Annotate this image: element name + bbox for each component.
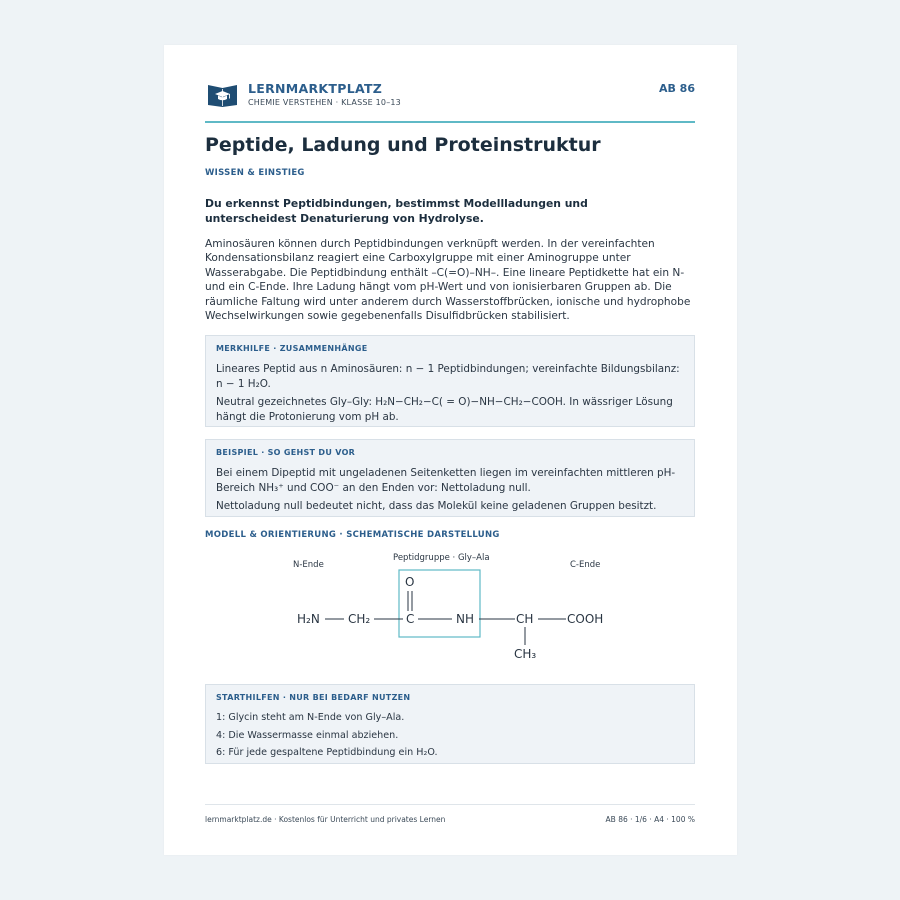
atom-ch3: CH₃ <box>514 647 537 661</box>
atom-cooh: COOH <box>567 612 604 626</box>
atom-o: O <box>405 575 415 589</box>
merkhilfe-box <box>205 335 695 427</box>
atom-h2n: H₂N <box>297 612 320 626</box>
peptide-structure-diagram <box>245 543 695 673</box>
c-end-label: C-Ende <box>570 560 601 570</box>
section-label: WISSEN & EINSTIEG <box>205 168 305 178</box>
starthilfen-title: STARTHILFEN · NUR BEI BEDARF NUTZEN <box>216 693 411 702</box>
beispiel-box <box>205 439 695 517</box>
beispiel-line: Nettoladung null bedeutet nicht, dass das Molekül keine geladenen Gruppen besitzt. <box>216 500 657 513</box>
atom-c: C <box>406 612 415 626</box>
starthilfe-line: 1: Glycin steht am N-Ende von Gly–Ala. <box>216 712 405 723</box>
atom-ch2: CH₂ <box>348 612 371 626</box>
starthilfe-line: 4: Die Wassermasse einmal abziehen. <box>216 729 399 741</box>
header <box>205 81 695 123</box>
merkhilfe-line: Neutral gezeichnetes Gly–Gly: H₂N−CH₂−C( = O)−NH−CH₂−COOH. In wässriger Lösung hängt die Protonierung vom pH ab. <box>216 396 673 423</box>
header-divider <box>205 121 695 123</box>
atom-ch: CH <box>516 612 534 626</box>
starthilfen-box <box>205 684 695 764</box>
beispiel-title: BEISPIEL · SO GEHST DU VOR <box>216 448 356 457</box>
merkhilfe-line: Lineares Peptid aus n Aminosäuren: n − 1 Peptidbindungen; vereinfachte Bildungsbilanz: n − 1 H₂O. <box>216 363 680 390</box>
peptide-group-label: Peptidgruppe · Gly–Ala <box>393 553 490 563</box>
brand-subtitle: CHEMIE VERSTEHEN · KLASSE 10–13 <box>248 98 401 107</box>
sheet-id: AB 86 <box>658 82 695 95</box>
book-graduation-cap-icon <box>207 82 238 107</box>
brand-name: LERNMARKTPLATZ <box>248 81 383 96</box>
footer-page-info: AB 86 · 1/6 · A4 · 100 % <box>605 815 695 824</box>
starthilfe-line: 6: Für jede gespaltene Peptidbindung ein H₂O. <box>216 747 438 758</box>
model-label: MODELL & ORIENTIERUNG · SCHEMATISCHE DARSTELLUNG <box>205 530 500 540</box>
beispiel-line: Bei einem Dipeptid mit ungeladenen Seitenketten liegen im vereinfachten mittleren pH-Bereich NH₃⁺ und COO⁻ an den Enden vor: Nettoladung null. <box>216 467 676 494</box>
footer-source: lernmarktplatz.de · Kostenlos für Unterricht und privates Lernen <box>205 815 446 824</box>
intro-paragraph: Aminosäuren können durch Peptidbindungen verknüpft werden. In der vereinfachten Kondensationsbilanz reagiert eine Carboxylgruppe mit einer Aminogruppe unter Wasserabgabe. Die Peptidbindung enthält –C(=O)–NH–. Eine lineare Peptidkette hat ein N- und ein C-Ende. Ihre Ladung hängt vom pH-Wert und von ionisierbaren Gruppen ab. Die räumliche Faltung wird unter anderem durch Wasserstoffbrücken, ionische und hydrophobe Wechselwirkungen sowie gegebenenfalls Disulfidbrücken stabilisiert. <box>205 238 691 323</box>
learning-goal: Du erkennst Peptidbindungen, bestimmst Modellladungen und unterscheidest Denaturierung von Hydrolyse. <box>205 197 588 225</box>
footer-divider <box>205 804 695 805</box>
merkhilfe-title: MERKHILFE · ZUSAMMENHÄNGE <box>216 344 368 353</box>
atom-nh: NH <box>456 612 474 626</box>
n-end-label: N-Ende <box>293 560 324 570</box>
worksheet-page <box>164 45 737 855</box>
page-title: Peptide, Ladung und Proteinstruktur <box>205 134 601 156</box>
